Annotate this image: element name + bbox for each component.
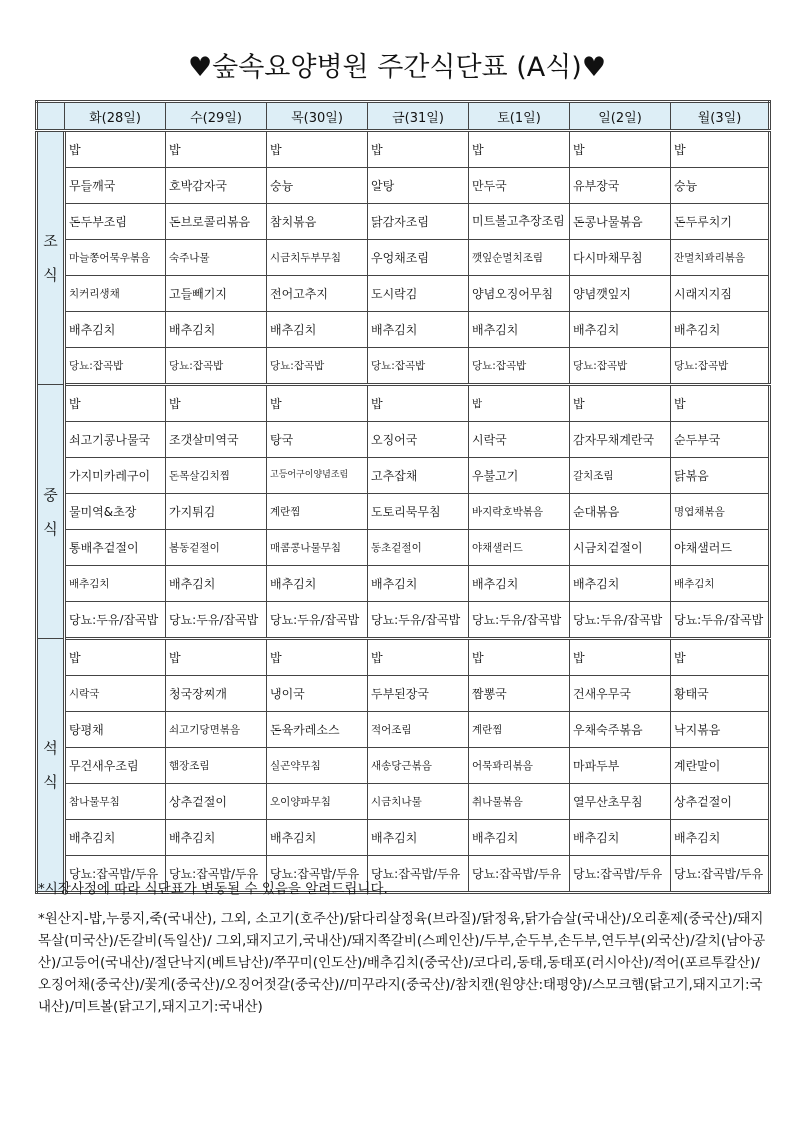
day-header: 토(1일)	[469, 102, 570, 131]
menu-cell: 무건새우조림	[65, 748, 166, 784]
menu-cell: 우불고기	[469, 458, 570, 494]
menu-cell: 밥	[469, 639, 570, 676]
menu-cell: 야채샐러드	[469, 530, 570, 566]
menu-cell: 당뇨:잡곡밥	[65, 348, 166, 385]
menu-cell: 밥	[671, 385, 770, 422]
menu-cell: 명엽채볶음	[671, 494, 770, 530]
menu-cell: 밥	[570, 639, 671, 676]
menu-cell: 돈브로콜리볶음	[166, 204, 267, 240]
menu-cell: 마파두부	[570, 748, 671, 784]
menu-cell: 배추김치	[267, 566, 368, 602]
day-header: 금(31일)	[368, 102, 469, 131]
menu-cell: 쇠고기당면볶음	[166, 712, 267, 748]
menu-cell: 상추겉절이	[166, 784, 267, 820]
weekly-menu-table	[35, 100, 771, 894]
menu-cell: 탕평채	[65, 712, 166, 748]
menu-cell: 숙주나물	[166, 240, 267, 276]
origin-notice: *원산지-밥,누룽지,죽(국내산), 그외, 소고기(호주산)/닭다리살정육(브라질)/닭정육,닭가슴살(국내산)/오리훈제(중국산)/돼지목살(미국산)/돈갈비(독일산)/ 그외,돼지고기,국내산)/돼지쪽갈비(스페인산)/두부,순두부,손두부,연두부(외국산)/갈치(남아공산)/고등어(국내산)/절단낙지(베트남산)/쭈꾸미(인도산)/배추김치(중국산)/코다리,동태,동태포(러시아산)/적어(포르투칼산)/오징어채(중국산)/꽃게(중국산)/오징어젓갈(중국산)//미꾸라지(중국산)/참치캔(원양산:태평양)/스모크햄(닭고기,돼지고기:국내산)/미트볼(닭고기,돼지고기:국내산)	[38, 911, 766, 1015]
menu-row	[37, 240, 770, 276]
menu-row	[37, 566, 770, 602]
menu-cell: 냉이국	[267, 676, 368, 712]
menu-cell: 밥	[65, 385, 166, 422]
menu-cell: 무들깨국	[65, 168, 166, 204]
notes-section	[38, 878, 766, 1026]
menu-cell: 당뇨:두유/잡곡밥	[570, 602, 671, 639]
menu-cell: 건새우무국	[570, 676, 671, 712]
menu-cell: 숭늉	[267, 168, 368, 204]
menu-cell: 만두국	[469, 168, 570, 204]
menu-row	[37, 312, 770, 348]
menu-cell: 양념깻잎지	[570, 276, 671, 312]
menu-cell: 배추김치	[65, 820, 166, 856]
menu-cell: 오징어국	[368, 422, 469, 458]
menu-cell: 돈육카레소스	[267, 712, 368, 748]
menu-cell: 실곤약무침	[267, 748, 368, 784]
menu-cell: 닭볶음	[671, 458, 770, 494]
menu-cell: 돈콩나물볶음	[570, 204, 671, 240]
menu-cell: 우엉채조림	[368, 240, 469, 276]
menu-cell: 호박감자국	[166, 168, 267, 204]
menu-cell: 시래지지짐	[671, 276, 770, 312]
day-header: 수(29일)	[166, 102, 267, 131]
menu-cell: 밥	[570, 385, 671, 422]
menu-cell: 밥	[267, 639, 368, 676]
menu-cell: 고등어구이양념조림	[267, 458, 368, 494]
menu-cell: 밥	[671, 639, 770, 676]
menu-cell: 밥	[166, 385, 267, 422]
menu-cell: 당뇨:잡곡밥	[368, 348, 469, 385]
menu-cell: 순두부국	[671, 422, 770, 458]
menu-row	[37, 276, 770, 312]
menu-row	[37, 458, 770, 494]
menu-cell: 배추김치	[368, 566, 469, 602]
menu-cell: 당뇨:잡곡밥	[469, 348, 570, 385]
menu-cell: 짬뽕국	[469, 676, 570, 712]
menu-row	[37, 385, 770, 422]
menu-row	[37, 748, 770, 784]
menu-cell: 당뇨:잡곡밥/두유	[166, 856, 267, 893]
menu-cell: 밥	[368, 131, 469, 168]
menu-cell: 배추김치	[570, 820, 671, 856]
menu-cell: 깻잎순멸치조림	[469, 240, 570, 276]
meal-label-breakfast: 조 식	[37, 131, 65, 385]
menu-cell: 밥	[65, 639, 166, 676]
menu-cell: 당뇨:잡곡밥	[570, 348, 671, 385]
menu-row	[37, 820, 770, 856]
day-header: 목(30일)	[267, 102, 368, 131]
menu-cell: 잔멸치꽈리볶음	[671, 240, 770, 276]
meal-label-lunch: 중 식	[37, 385, 65, 639]
menu-cell: 당뇨:잡곡밥	[166, 348, 267, 385]
menu-row	[37, 639, 770, 676]
menu-cell: 청국장찌개	[166, 676, 267, 712]
menu-cell: 배추김치	[469, 312, 570, 348]
menu-cell: 고들빼기지	[166, 276, 267, 312]
menu-cell: 물미역&초장	[65, 494, 166, 530]
menu-cell: 돈두루치기	[671, 204, 770, 240]
menu-cell: 배추김치	[368, 820, 469, 856]
menu-cell: 계란말이	[671, 748, 770, 784]
day-header: 월(3일)	[671, 102, 770, 131]
menu-cell: 유부장국	[570, 168, 671, 204]
menu-cell: 봄동겉절이	[166, 530, 267, 566]
day-header: 화(28일)	[65, 102, 166, 131]
menu-cell: 당뇨:잡곡밥/두유	[368, 856, 469, 893]
menu-cell: 우채숙주볶음	[570, 712, 671, 748]
header-corner-cell	[37, 102, 65, 131]
menu-cell: 배추김치	[166, 820, 267, 856]
menu-cell: 당뇨:두유/잡곡밥	[267, 602, 368, 639]
menu-cell: 배추김치	[65, 312, 166, 348]
menu-cell: 배추김치	[166, 566, 267, 602]
menu-cell: 당뇨:잡곡밥/두유	[671, 856, 770, 893]
menu-cell: 밥	[65, 131, 166, 168]
menu-cell: 다시마채무침	[570, 240, 671, 276]
menu-cell: 밥	[166, 131, 267, 168]
menu-cell: 감자무채계란국	[570, 422, 671, 458]
menu-cell: 배추김치	[570, 312, 671, 348]
menu-cell: 배추김치	[267, 820, 368, 856]
menu-cell: 당뇨:잡곡밥/두유	[65, 856, 166, 893]
menu-cell: 배추김치	[469, 820, 570, 856]
menu-cell: 배추김치	[671, 566, 770, 602]
menu-cell: 새송당근볶음	[368, 748, 469, 784]
menu-cell: 당뇨:잡곡밥/두유	[570, 856, 671, 893]
menu-cell: 시금치두부무침	[267, 240, 368, 276]
menu-cell: 밥	[469, 131, 570, 168]
menu-cell: 계란찜	[469, 712, 570, 748]
menu-cell: 낙지볶음	[671, 712, 770, 748]
menu-cell: 햄장조림	[166, 748, 267, 784]
menu-cell: 배추김치	[65, 566, 166, 602]
menu-cell: 배추김치	[166, 312, 267, 348]
menu-cell: 당뇨:두유/잡곡밥	[166, 602, 267, 639]
menu-cell: 밥	[368, 639, 469, 676]
day-header: 일(2일)	[570, 102, 671, 131]
menu-cell: 동초겉절이	[368, 530, 469, 566]
menu-cell: 어묵꽈리볶음	[469, 748, 570, 784]
menu-row	[37, 712, 770, 748]
menu-cell: 당뇨:잡곡밥	[267, 348, 368, 385]
menu-cell: 고추잡채	[368, 458, 469, 494]
menu-cell: 돈목살김치찜	[166, 458, 267, 494]
menu-row	[37, 494, 770, 530]
menu-cell: 상추겉절이	[671, 784, 770, 820]
menu-row	[37, 676, 770, 712]
menu-cell: 시금치겉절이	[570, 530, 671, 566]
menu-row	[37, 422, 770, 458]
menu-cell: 숭늉	[671, 168, 770, 204]
menu-cell: 가지튀김	[166, 494, 267, 530]
menu-cell: 당뇨:두유/잡곡밥	[671, 602, 770, 639]
menu-cell: 계란찜	[267, 494, 368, 530]
menu-cell: 닭감자조림	[368, 204, 469, 240]
menu-cell: 밥	[469, 385, 570, 422]
menu-cell: 탕국	[267, 422, 368, 458]
menu-cell: 매콤콩나물무침	[267, 530, 368, 566]
menu-row	[37, 131, 770, 168]
menu-cell: 배추김치	[469, 566, 570, 602]
menu-cell: 배추김치	[267, 312, 368, 348]
menu-cell: 당뇨:두유/잡곡밥	[368, 602, 469, 639]
menu-cell: 가지미카레구이	[65, 458, 166, 494]
menu-cell: 갈치조림	[570, 458, 671, 494]
menu-row	[37, 348, 770, 385]
menu-cell: 배추김치	[671, 312, 770, 348]
menu-cell: 오이양파무침	[267, 784, 368, 820]
menu-cell: 통배추겉절이	[65, 530, 166, 566]
menu-row	[37, 204, 770, 240]
menu-cell: 시락국	[469, 422, 570, 458]
price-change-notice: *시장사정에 따라 식단표가 변동될 수 있음을 알려드립니다.	[38, 881, 388, 897]
menu-row	[37, 602, 770, 639]
menu-cell: 밥	[166, 639, 267, 676]
menu-cell: 순대볶음	[570, 494, 671, 530]
page-title: ♥숲속요양병원 주간식단표 (A식)♥	[187, 52, 607, 83]
menu-cell: 두부된장국	[368, 676, 469, 712]
menu-cell: 당뇨:잡곡밥/두유	[469, 856, 570, 893]
menu-cell: 도시락김	[368, 276, 469, 312]
menu-cell: 시금치나물	[368, 784, 469, 820]
menu-row	[37, 530, 770, 566]
menu-cell: 마늘쫑어묵우볶음	[65, 240, 166, 276]
menu-cell: 양념오징어무침	[469, 276, 570, 312]
menu-cell: 참나물무침	[65, 784, 166, 820]
menu-cell: 미트볼고추장조림	[469, 204, 570, 240]
menu-body	[37, 131, 770, 893]
menu-cell: 밥	[368, 385, 469, 422]
menu-cell: 열무산초무침	[570, 784, 671, 820]
menu-cell: 바지락호박볶음	[469, 494, 570, 530]
menu-row	[37, 168, 770, 204]
menu-cell: 전어고추지	[267, 276, 368, 312]
menu-cell: 밥	[570, 131, 671, 168]
menu-cell: 도토리묵무침	[368, 494, 469, 530]
menu-cell: 밥	[267, 385, 368, 422]
menu-cell: 참치볶음	[267, 204, 368, 240]
menu-cell: 조갯살미역국	[166, 422, 267, 458]
menu-cell: 당뇨:잡곡밥	[671, 348, 770, 385]
menu-cell: 치커리생채	[65, 276, 166, 312]
menu-cell: 당뇨:두유/잡곡밥	[469, 602, 570, 639]
menu-cell: 배추김치	[368, 312, 469, 348]
menu-cell: 배추김치	[570, 566, 671, 602]
menu-cell: 쇠고기콩나물국	[65, 422, 166, 458]
menu-cell: 당뇨:잡곡밥/두유	[267, 856, 368, 893]
menu-row	[37, 784, 770, 820]
menu-cell: 적어조림	[368, 712, 469, 748]
menu-cell: 야채샐러드	[671, 530, 770, 566]
menu-cell: 시락국	[65, 676, 166, 712]
menu-cell: 배추김치	[671, 820, 770, 856]
menu-cell: 취나물볶음	[469, 784, 570, 820]
menu-cell: 밥	[671, 131, 770, 168]
menu-cell: 황태국	[671, 676, 770, 712]
meal-label-dinner: 석 식	[37, 639, 65, 893]
day-header-row	[37, 102, 770, 131]
menu-cell: 돈두부조림	[65, 204, 166, 240]
menu-cell: 밥	[267, 131, 368, 168]
menu-cell: 당뇨:두유/잡곡밥	[65, 602, 166, 639]
menu-cell: 알탕	[368, 168, 469, 204]
